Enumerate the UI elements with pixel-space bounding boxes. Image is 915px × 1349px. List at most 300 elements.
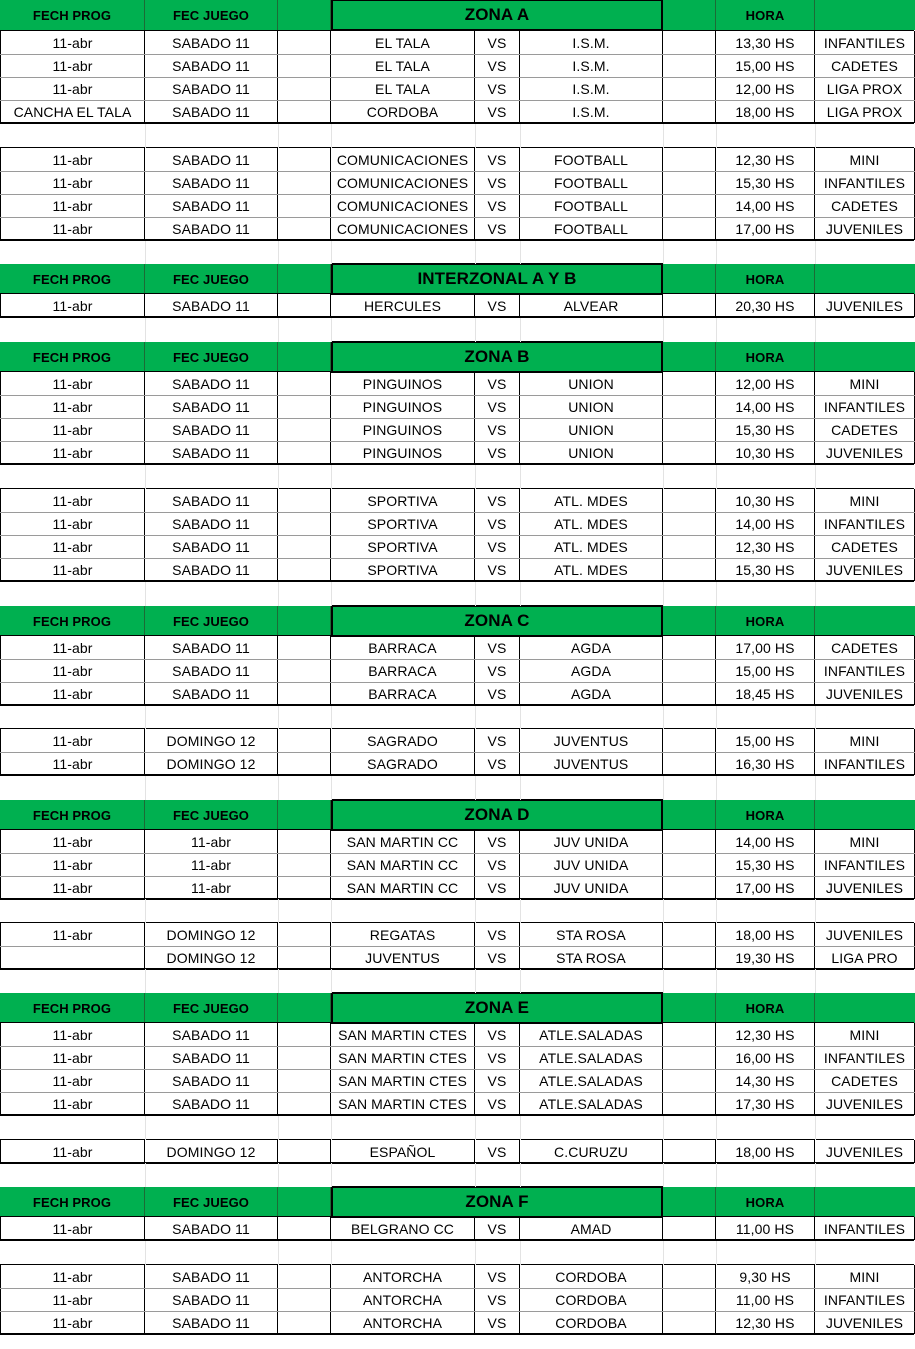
cell-time[interactable]: 11,00 HS — [716, 1288, 815, 1311]
cell-blank[interactable] — [663, 923, 716, 946]
cell-time[interactable]: 12,30 HS — [716, 535, 815, 558]
cell-vs[interactable]: VS — [475, 923, 520, 946]
cell-home[interactable]: BARRACA — [331, 682, 475, 705]
cell-day[interactable]: SABADO 11 — [145, 1265, 278, 1288]
cell-home[interactable]: SAN MARTIN CC — [331, 830, 475, 853]
cell-blank[interactable] — [663, 853, 716, 876]
cell-blank[interactable] — [278, 659, 331, 682]
cell-time[interactable]: 12,00 HS — [716, 372, 815, 395]
cell-blank[interactable] — [278, 1217, 331, 1240]
cell-blank[interactable] — [663, 489, 716, 512]
cell-vs[interactable]: VS — [475, 395, 520, 418]
cell-day[interactable]: SABADO 11 — [145, 441, 278, 464]
cell-blank[interactable] — [278, 1265, 331, 1288]
cell-date[interactable]: 11-abr — [0, 1069, 145, 1092]
cell-vs[interactable]: VS — [475, 171, 520, 194]
cell-blank[interactable] — [278, 535, 331, 558]
cell-blank[interactable] — [663, 1046, 716, 1069]
cell-cat[interactable]: INFANTILES — [815, 1217, 915, 1240]
cell-home[interactable]: HERCULES — [331, 294, 475, 317]
cell-blank[interactable] — [278, 558, 331, 581]
cell-blank[interactable] — [278, 946, 331, 969]
cell-away[interactable]: FOOTBALL — [520, 148, 663, 171]
cell-away[interactable]: AGDA — [520, 682, 663, 705]
cell-blank[interactable] — [278, 489, 331, 512]
cell-date[interactable]: 11-abr — [0, 752, 145, 775]
cell-time[interactable]: 15,00 HS — [716, 54, 815, 77]
cell-blank[interactable] — [278, 923, 331, 946]
cell-day[interactable]: 11-abr — [145, 876, 278, 899]
cell-blank[interactable] — [278, 194, 331, 217]
cell-day[interactable]: SABADO 11 — [145, 372, 278, 395]
cell-day[interactable]: SABADO 11 — [145, 31, 278, 54]
cell-home[interactable]: COMUNICACIONES — [331, 171, 475, 194]
cell-home[interactable]: ANTORCHA — [331, 1265, 475, 1288]
cell-date[interactable]: 11-abr — [0, 294, 145, 317]
cell-blank[interactable] — [663, 729, 716, 752]
cell-day[interactable]: SABADO 11 — [145, 148, 278, 171]
cell-blank[interactable] — [663, 752, 716, 775]
cell-day[interactable]: SABADO 11 — [145, 77, 278, 100]
cell-cat[interactable]: INFANTILES — [815, 853, 915, 876]
cell-vs[interactable]: VS — [475, 1265, 520, 1288]
cell-date[interactable]: 11-abr — [0, 1265, 145, 1288]
cell-date[interactable]: 11-abr — [0, 1023, 145, 1046]
cell-vs[interactable]: VS — [475, 194, 520, 217]
cell-blank[interactable] — [663, 441, 716, 464]
cell-time[interactable]: 16,30 HS — [716, 752, 815, 775]
cell-away[interactable]: I.S.M. — [520, 77, 663, 100]
cell-time[interactable]: 15,30 HS — [716, 418, 815, 441]
cell-vs[interactable]: VS — [475, 217, 520, 240]
cell-date[interactable]: 11-abr — [0, 489, 145, 512]
cell-date[interactable]: 11-abr — [0, 54, 145, 77]
cell-date[interactable]: 11-abr — [0, 1092, 145, 1115]
cell-blank[interactable] — [663, 31, 716, 54]
cell-blank[interactable] — [663, 636, 716, 659]
cell-time[interactable]: 15,00 HS — [716, 659, 815, 682]
cell-blank[interactable] — [663, 558, 716, 581]
cell-cat[interactable]: CADETES — [815, 418, 915, 441]
cell-day[interactable]: SABADO 11 — [145, 558, 278, 581]
cell-date[interactable]: 11-abr — [0, 31, 145, 54]
cell-home[interactable]: SAN MARTIN CC — [331, 853, 475, 876]
cell-time[interactable]: 13,30 HS — [716, 31, 815, 54]
cell-time[interactable]: 14,00 HS — [716, 512, 815, 535]
cell-date[interactable]: 11-abr — [0, 558, 145, 581]
cell-home[interactable]: SAN MARTIN CTES — [331, 1069, 475, 1092]
cell-vs[interactable]: VS — [475, 1217, 520, 1240]
cell-day[interactable]: DOMINGO 12 — [145, 946, 278, 969]
cell-date[interactable]: 11-abr — [0, 830, 145, 853]
cell-date[interactable]: 11-abr — [0, 1140, 145, 1163]
cell-home[interactable]: SPORTIVA — [331, 512, 475, 535]
cell-home[interactable]: REGATAS — [331, 923, 475, 946]
cell-blank[interactable] — [278, 752, 331, 775]
cell-time[interactable]: 18,00 HS — [716, 923, 815, 946]
cell-blank[interactable] — [663, 194, 716, 217]
cell-day[interactable]: SABADO 11 — [145, 171, 278, 194]
cell-cat[interactable]: CADETES — [815, 194, 915, 217]
cell-blank[interactable] — [278, 171, 331, 194]
cell-time[interactable]: 14,00 HS — [716, 194, 815, 217]
cell-day[interactable]: SABADO 11 — [145, 682, 278, 705]
cell-vs[interactable]: VS — [475, 535, 520, 558]
cell-cat[interactable]: JUVENILES — [815, 294, 915, 317]
cell-day[interactable]: SABADO 11 — [145, 1046, 278, 1069]
cell-blank[interactable] — [663, 1311, 716, 1334]
cell-away[interactable]: ATLE.SALADAS — [520, 1069, 663, 1092]
cell-day[interactable]: SABADO 11 — [145, 1217, 278, 1240]
cell-blank[interactable] — [278, 395, 331, 418]
cell-vs[interactable]: VS — [475, 729, 520, 752]
cell-away[interactable]: AGDA — [520, 659, 663, 682]
cell-away[interactable]: CORDOBA — [520, 1311, 663, 1334]
cell-day[interactable]: SABADO 11 — [145, 194, 278, 217]
cell-home[interactable]: JUVENTUS — [331, 946, 475, 969]
cell-cat[interactable]: LIGA PROX — [815, 100, 915, 123]
cell-date[interactable]: 11-abr — [0, 729, 145, 752]
cell-vs[interactable]: VS — [475, 489, 520, 512]
cell-day[interactable]: SABADO 11 — [145, 100, 278, 123]
cell-blank[interactable] — [278, 77, 331, 100]
cell-blank[interactable] — [663, 217, 716, 240]
cell-blank[interactable] — [278, 830, 331, 853]
cell-date[interactable]: 11-abr — [0, 395, 145, 418]
cell-home[interactable]: BELGRANO CC — [331, 1217, 475, 1240]
cell-day[interactable]: SABADO 11 — [145, 636, 278, 659]
cell-date[interactable]: 11-abr — [0, 923, 145, 946]
cell-vs[interactable]: VS — [475, 752, 520, 775]
cell-date[interactable]: 11-abr — [0, 441, 145, 464]
cell-away[interactable]: I.S.M. — [520, 100, 663, 123]
cell-time[interactable]: 20,30 HS — [716, 294, 815, 317]
cell-date[interactable]: 11-abr — [0, 418, 145, 441]
cell-date[interactable]: CANCHA EL TALA — [0, 100, 145, 123]
cell-day[interactable]: DOMINGO 12 — [145, 752, 278, 775]
cell-vs[interactable]: VS — [475, 636, 520, 659]
cell-vs[interactable]: VS — [475, 830, 520, 853]
cell-away[interactable]: C.CURUZU — [520, 1140, 663, 1163]
cell-time[interactable]: 11,00 HS — [716, 1217, 815, 1240]
cell-blank[interactable] — [663, 294, 716, 317]
cell-cat[interactable]: JUVENILES — [815, 1311, 915, 1334]
cell-blank[interactable] — [278, 1311, 331, 1334]
cell-home[interactable]: PINGUINOS — [331, 441, 475, 464]
cell-blank[interactable] — [663, 535, 716, 558]
cell-blank[interactable] — [663, 1140, 716, 1163]
cell-cat[interactable]: INFANTILES — [815, 1046, 915, 1069]
cell-cat[interactable]: JUVENILES — [815, 923, 915, 946]
cell-time[interactable]: 18,45 HS — [716, 682, 815, 705]
cell-home[interactable]: PINGUINOS — [331, 395, 475, 418]
cell-day[interactable]: DOMINGO 12 — [145, 1140, 278, 1163]
cell-home[interactable]: EL TALA — [331, 77, 475, 100]
cell-blank[interactable] — [278, 1092, 331, 1115]
cell-home[interactable]: SPORTIVA — [331, 558, 475, 581]
cell-blank[interactable] — [278, 217, 331, 240]
cell-vs[interactable]: VS — [475, 1069, 520, 1092]
cell-date[interactable]: 11-abr — [0, 194, 145, 217]
cell-day[interactable]: SABADO 11 — [145, 535, 278, 558]
cell-date[interactable]: 11-abr — [0, 1217, 145, 1240]
cell-away[interactable]: ATL. MDES — [520, 535, 663, 558]
cell-blank[interactable] — [278, 372, 331, 395]
cell-day[interactable]: SABADO 11 — [145, 1311, 278, 1334]
cell-time[interactable]: 15,30 HS — [716, 853, 815, 876]
cell-away[interactable]: JUVENTUS — [520, 752, 663, 775]
cell-cat[interactable]: MINI — [815, 1023, 915, 1046]
cell-blank[interactable] — [278, 636, 331, 659]
cell-time[interactable]: 15,00 HS — [716, 729, 815, 752]
cell-home[interactable]: PINGUINOS — [331, 418, 475, 441]
cell-date[interactable]: 11-abr — [0, 1311, 145, 1334]
cell-blank[interactable] — [278, 54, 331, 77]
cell-cat[interactable]: CADETES — [815, 1069, 915, 1092]
cell-cat[interactable]: MINI — [815, 372, 915, 395]
cell-day[interactable]: SABADO 11 — [145, 54, 278, 77]
cell-blank[interactable] — [278, 1069, 331, 1092]
cell-blank[interactable] — [663, 1288, 716, 1311]
cell-away[interactable]: JUV UNIDA — [520, 853, 663, 876]
cell-time[interactable]: 12,00 HS — [716, 77, 815, 100]
cell-vs[interactable]: VS — [475, 1046, 520, 1069]
cell-away[interactable]: STA ROSA — [520, 946, 663, 969]
cell-blank[interactable] — [278, 682, 331, 705]
cell-time[interactable]: 18,00 HS — [716, 100, 815, 123]
cell-time[interactable]: 19,30 HS — [716, 946, 815, 969]
cell-away[interactable]: ALVEAR — [520, 294, 663, 317]
cell-day[interactable]: SABADO 11 — [145, 659, 278, 682]
cell-date[interactable]: 11-abr — [0, 659, 145, 682]
cell-home[interactable]: SPORTIVA — [331, 535, 475, 558]
cell-home[interactable]: BARRACA — [331, 636, 475, 659]
cell-day[interactable]: SABADO 11 — [145, 1023, 278, 1046]
cell-time[interactable]: 17,30 HS — [716, 1092, 815, 1115]
cell-vs[interactable]: VS — [475, 148, 520, 171]
cell-cat[interactable]: INFANTILES — [815, 31, 915, 54]
cell-vs[interactable]: VS — [475, 441, 520, 464]
cell-cat[interactable]: JUVENILES — [815, 1140, 915, 1163]
cell-date[interactable]: 11-abr — [0, 217, 145, 240]
cell-blank[interactable] — [663, 659, 716, 682]
cell-cat[interactable]: LIGA PROX — [815, 77, 915, 100]
cell-day[interactable]: SABADO 11 — [145, 512, 278, 535]
cell-vs[interactable]: VS — [475, 853, 520, 876]
cell-cat[interactable]: INFANTILES — [815, 659, 915, 682]
cell-cat[interactable]: JUVENILES — [815, 682, 915, 705]
cell-away[interactable]: I.S.M. — [520, 54, 663, 77]
cell-day[interactable]: SABADO 11 — [145, 217, 278, 240]
cell-away[interactable]: UNION — [520, 418, 663, 441]
cell-day[interactable]: 11-abr — [145, 830, 278, 853]
cell-vs[interactable]: VS — [475, 1311, 520, 1334]
cell-time[interactable]: 10,30 HS — [716, 489, 815, 512]
cell-home[interactable]: COMUNICACIONES — [331, 217, 475, 240]
cell-blank[interactable] — [278, 294, 331, 317]
cell-away[interactable]: AMAD — [520, 1217, 663, 1240]
cell-date[interactable]: 11-abr — [0, 636, 145, 659]
cell-away[interactable]: ATL. MDES — [520, 489, 663, 512]
cell-blank[interactable] — [663, 1265, 716, 1288]
cell-vs[interactable]: VS — [475, 372, 520, 395]
cell-home[interactable]: BARRACA — [331, 659, 475, 682]
cell-blank[interactable] — [663, 395, 716, 418]
cell-home[interactable]: COMUNICACIONES — [331, 148, 475, 171]
cell-vs[interactable]: VS — [475, 512, 520, 535]
cell-away[interactable]: JUV UNIDA — [520, 830, 663, 853]
cell-time[interactable]: 10,30 HS — [716, 441, 815, 464]
cell-blank[interactable] — [663, 171, 716, 194]
cell-day[interactable]: SABADO 11 — [145, 1288, 278, 1311]
cell-blank[interactable] — [663, 1092, 716, 1115]
cell-blank[interactable] — [663, 876, 716, 899]
cell-vs[interactable]: VS — [475, 1092, 520, 1115]
cell-vs[interactable]: VS — [475, 418, 520, 441]
cell-cat[interactable]: CADETES — [815, 54, 915, 77]
cell-time[interactable]: 12,30 HS — [716, 1311, 815, 1334]
cell-date[interactable]: 11-abr — [0, 171, 145, 194]
cell-time[interactable]: 18,00 HS — [716, 1140, 815, 1163]
cell-blank[interactable] — [663, 418, 716, 441]
cell-blank[interactable] — [663, 148, 716, 171]
cell-home[interactable]: SAGRADO — [331, 752, 475, 775]
cell-time[interactable]: 17,00 HS — [716, 217, 815, 240]
cell-blank[interactable] — [278, 512, 331, 535]
cell-date[interactable]: 11-abr — [0, 1288, 145, 1311]
cell-home[interactable]: EL TALA — [331, 54, 475, 77]
cell-cat[interactable]: INFANTILES — [815, 512, 915, 535]
cell-away[interactable]: CORDOBA — [520, 1265, 663, 1288]
cell-blank[interactable] — [663, 946, 716, 969]
cell-away[interactable]: ATL. MDES — [520, 558, 663, 581]
cell-blank[interactable] — [278, 1046, 331, 1069]
cell-vs[interactable]: VS — [475, 682, 520, 705]
cell-blank[interactable] — [278, 853, 331, 876]
cell-vs[interactable]: VS — [475, 54, 520, 77]
cell-date[interactable]: 11-abr — [0, 372, 145, 395]
cell-blank[interactable] — [663, 372, 716, 395]
cell-away[interactable]: ATLE.SALADAS — [520, 1023, 663, 1046]
cell-day[interactable]: 11-abr — [145, 853, 278, 876]
cell-time[interactable]: 15,30 HS — [716, 171, 815, 194]
cell-away[interactable]: UNION — [520, 372, 663, 395]
cell-cat[interactable]: JUVENILES — [815, 558, 915, 581]
cell-date[interactable]: 11-abr — [0, 853, 145, 876]
cell-day[interactable]: SABADO 11 — [145, 1069, 278, 1092]
cell-blank[interactable] — [663, 100, 716, 123]
cell-away[interactable]: ATL. MDES — [520, 512, 663, 535]
cell-day[interactable]: SABADO 11 — [145, 294, 278, 317]
cell-home[interactable]: SAN MARTIN CTES — [331, 1092, 475, 1115]
cell-time[interactable]: 15,30 HS — [716, 558, 815, 581]
cell-day[interactable]: SABADO 11 — [145, 489, 278, 512]
cell-away[interactable]: ATLE.SALADAS — [520, 1092, 663, 1115]
cell-day[interactable]: SABADO 11 — [145, 1092, 278, 1115]
cell-cat[interactable]: JUVENILES — [815, 876, 915, 899]
cell-vs[interactable]: VS — [475, 876, 520, 899]
cell-vs[interactable]: VS — [475, 31, 520, 54]
cell-away[interactable]: AGDA — [520, 636, 663, 659]
cell-blank[interactable] — [278, 1288, 331, 1311]
cell-cat[interactable]: INFANTILES — [815, 395, 915, 418]
cell-vs[interactable]: VS — [475, 659, 520, 682]
cell-home[interactable]: SAN MARTIN CC — [331, 876, 475, 899]
cell-home[interactable]: PINGUINOS — [331, 372, 475, 395]
cell-away[interactable]: STA ROSA — [520, 923, 663, 946]
cell-home[interactable]: ANTORCHA — [331, 1288, 475, 1311]
cell-cat[interactable]: JUVENILES — [815, 1092, 915, 1115]
cell-date[interactable]: 11-abr — [0, 512, 145, 535]
cell-blank[interactable] — [278, 441, 331, 464]
cell-cat[interactable]: JUVENILES — [815, 217, 915, 240]
cell-blank[interactable] — [278, 729, 331, 752]
cell-cat[interactable]: LIGA PRO — [815, 946, 915, 969]
cell-home[interactable]: CORDOBA — [331, 100, 475, 123]
cell-blank[interactable] — [278, 1140, 331, 1163]
cell-vs[interactable]: VS — [475, 1140, 520, 1163]
cell-blank[interactable] — [278, 100, 331, 123]
cell-vs[interactable]: VS — [475, 946, 520, 969]
cell-cat[interactable]: INFANTILES — [815, 1288, 915, 1311]
cell-day[interactable]: SABADO 11 — [145, 418, 278, 441]
cell-day[interactable]: DOMINGO 12 — [145, 729, 278, 752]
cell-blank[interactable] — [663, 830, 716, 853]
cell-date[interactable]: 11-abr — [0, 535, 145, 558]
cell-blank[interactable] — [278, 1023, 331, 1046]
cell-cat[interactable]: CADETES — [815, 535, 915, 558]
cell-home[interactable]: SAGRADO — [331, 729, 475, 752]
cell-home[interactable]: SAN MARTIN CTES — [331, 1023, 475, 1046]
cell-home[interactable]: ESPAÑOL — [331, 1140, 475, 1163]
cell-home[interactable]: SPORTIVA — [331, 489, 475, 512]
cell-cat[interactable]: INFANTILES — [815, 752, 915, 775]
cell-blank[interactable] — [278, 876, 331, 899]
cell-date[interactable] — [0, 946, 145, 969]
cell-date[interactable]: 11-abr — [0, 77, 145, 100]
cell-home[interactable]: COMUNICACIONES — [331, 194, 475, 217]
cell-time[interactable]: 16,00 HS — [716, 1046, 815, 1069]
cell-day[interactable]: DOMINGO 12 — [145, 923, 278, 946]
cell-time[interactable]: 14,30 HS — [716, 1069, 815, 1092]
cell-home[interactable]: ANTORCHA — [331, 1311, 475, 1334]
cell-home[interactable]: SAN MARTIN CTES — [331, 1046, 475, 1069]
cell-away[interactable]: CORDOBA — [520, 1288, 663, 1311]
cell-cat[interactable]: MINI — [815, 1265, 915, 1288]
cell-blank[interactable] — [663, 1069, 716, 1092]
cell-blank[interactable] — [663, 1217, 716, 1240]
cell-away[interactable]: JUVENTUS — [520, 729, 663, 752]
cell-blank[interactable] — [663, 77, 716, 100]
cell-day[interactable]: SABADO 11 — [145, 395, 278, 418]
cell-cat[interactable]: INFANTILES — [815, 171, 915, 194]
cell-home[interactable]: EL TALA — [331, 31, 475, 54]
cell-vs[interactable]: VS — [475, 558, 520, 581]
cell-vs[interactable]: VS — [475, 100, 520, 123]
cell-away[interactable]: JUV UNIDA — [520, 876, 663, 899]
cell-vs[interactable]: VS — [475, 1023, 520, 1046]
cell-away[interactable]: I.S.M. — [520, 31, 663, 54]
cell-away[interactable]: FOOTBALL — [520, 217, 663, 240]
cell-blank[interactable] — [278, 31, 331, 54]
cell-away[interactable]: UNION — [520, 395, 663, 418]
cell-time[interactable]: 12,30 HS — [716, 148, 815, 171]
cell-cat[interactable]: JUVENILES — [815, 441, 915, 464]
cell-date[interactable]: 11-abr — [0, 148, 145, 171]
cell-vs[interactable]: VS — [475, 1288, 520, 1311]
cell-time[interactable]: 17,00 HS — [716, 876, 815, 899]
cell-blank[interactable] — [663, 682, 716, 705]
